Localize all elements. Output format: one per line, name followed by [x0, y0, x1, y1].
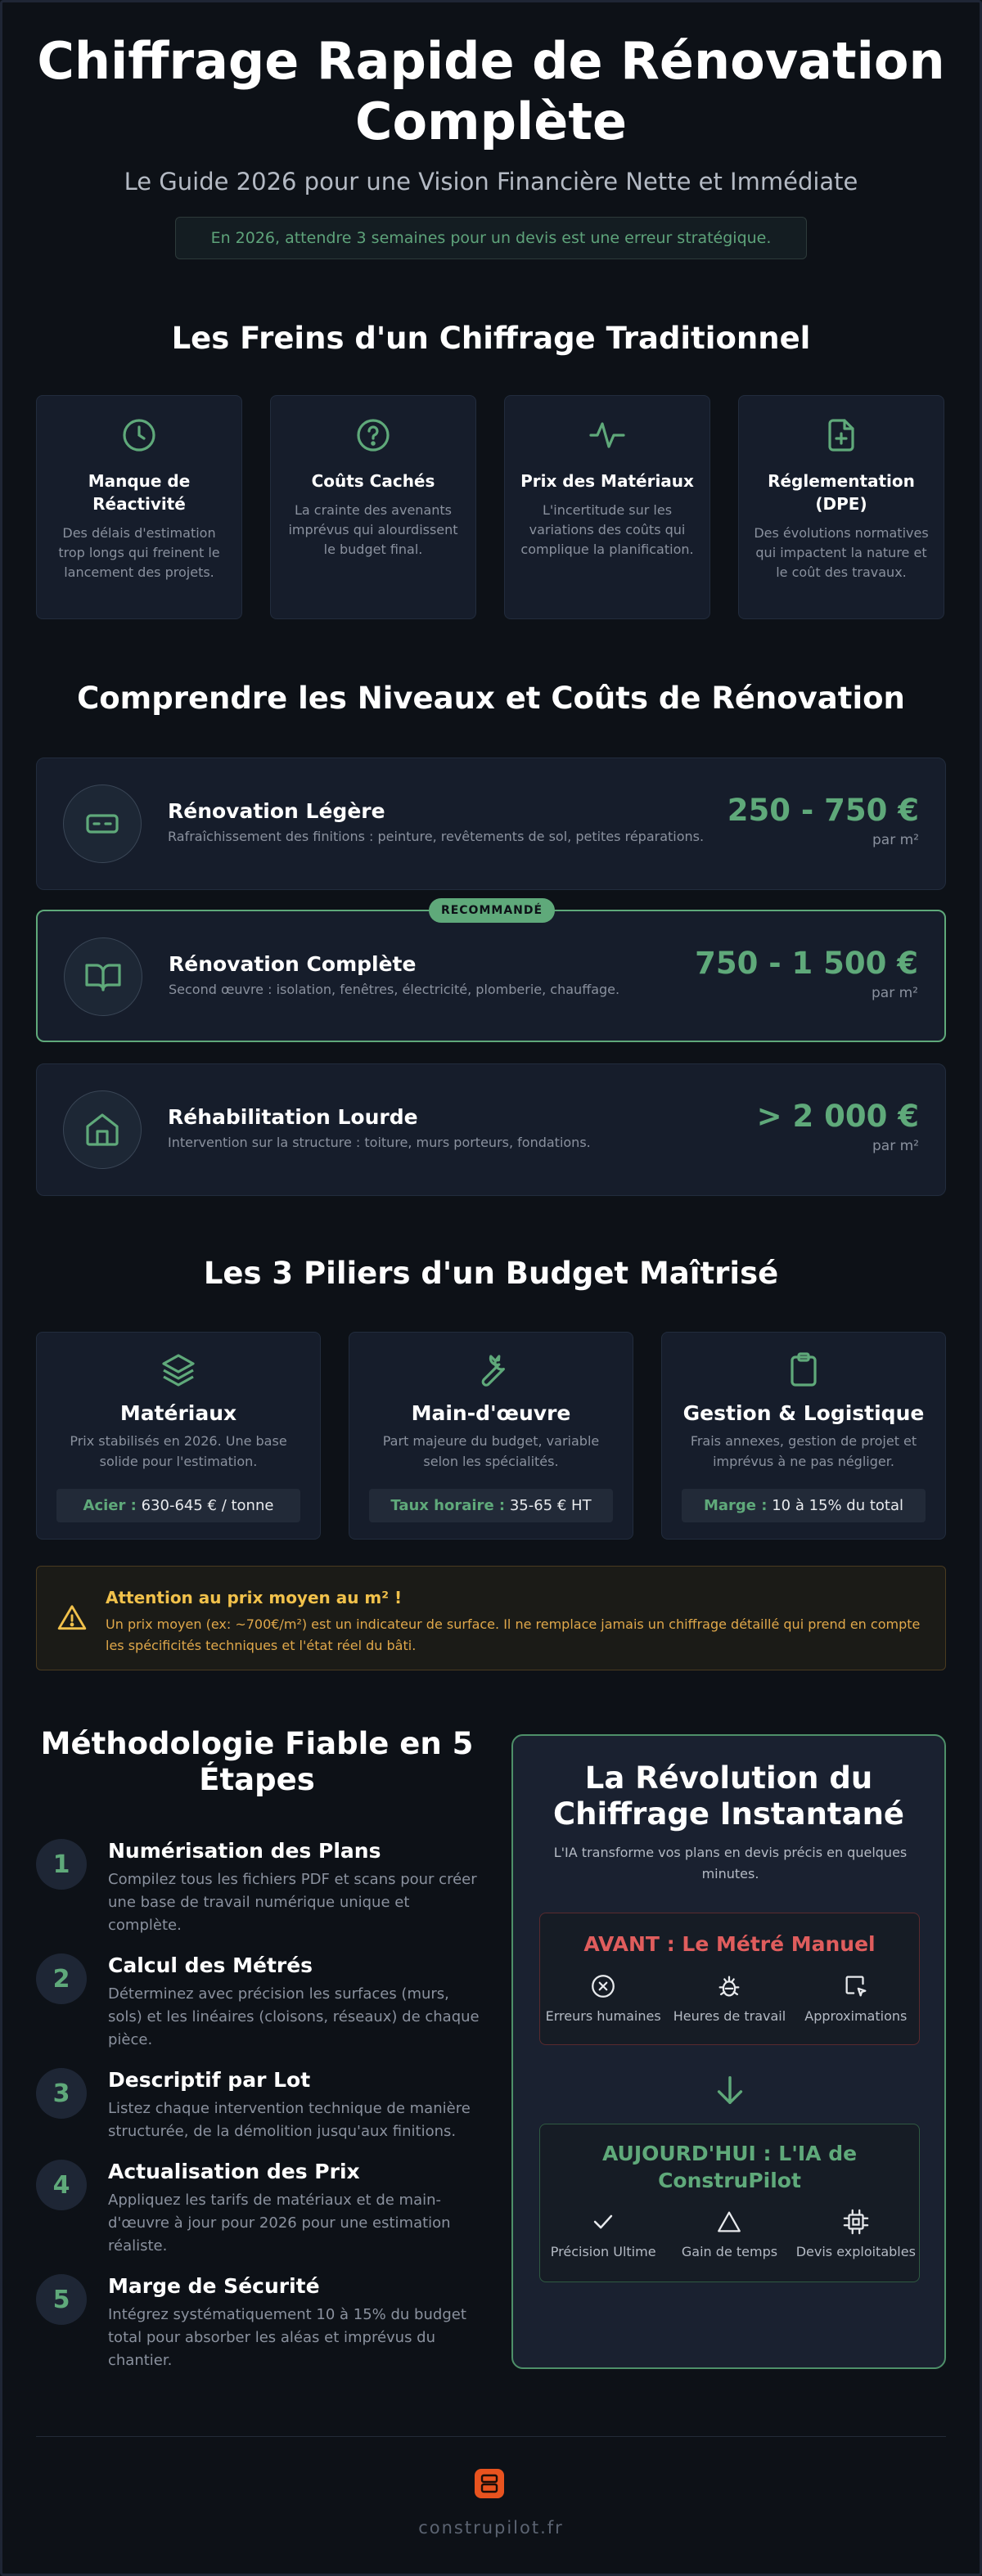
step-title: Numérisation des Plans [108, 1839, 381, 1863]
revolution-panel [511, 1734, 946, 2369]
battery-icon [83, 804, 122, 843]
pilier-title: Main-d'œuvre [411, 1401, 571, 1425]
before-item-label: Heures de travail [673, 2008, 786, 2024]
footer-brand-link[interactable]: construpilot.fr [418, 2518, 564, 2538]
after-box [539, 2124, 920, 2282]
pilier-title: Gestion & Logistique [682, 1401, 925, 1425]
frein-title: Coûts Cachés [311, 471, 435, 491]
step-title: Calcul des Métrés [108, 1953, 313, 1977]
niveau-unit: par m² [872, 985, 918, 1001]
frein-text: La crainte des avenants imprévus qui alourdissent le budget final. [288, 502, 458, 557]
check-icon [589, 2208, 617, 2236]
step-text: Appliquez les tarifs de matériaux et de main-d'œuvre à jour pour 2026 pour une estimation réaliste. [108, 2192, 451, 2255]
niveau-card-lourde [36, 1063, 946, 1196]
pilier-metric-key: Taux horaire : [390, 1496, 506, 1514]
niveau-desc: Rafraîchissement des finitions : peinture, revêtements de sol, petites réparations. [168, 829, 705, 844]
before-item [668, 1972, 791, 2024]
pointer-icon [842, 1972, 870, 2000]
pilier-metric-value: 630-645 € / tonne [141, 1496, 274, 1514]
hero-note: En 2026, attendre 3 semaines pour un devis est une erreur stratégique. [175, 217, 807, 259]
niveau-unit: par m² [872, 832, 919, 848]
step-title: Marge de Sécurité [108, 2274, 320, 2298]
layers-icon [159, 1351, 198, 1390]
footer-divider [36, 2436, 946, 2437]
title-line-1: Chiffrage Rapide de Rénovation [37, 31, 945, 91]
niveau-title: Réhabilitation Lourde [168, 1105, 418, 1129]
step-text: Déterminez avec précision les surfaces (murs, sols) et les linéaires (cloisons, réseaux) de chaque pièce. [108, 1985, 480, 2048]
wrench-icon [471, 1351, 511, 1390]
pilier-metric-value: 35-65 € HT [509, 1496, 592, 1514]
pilier-text: Part majeure du budget, variable selon les spécialités. [382, 1433, 600, 1469]
before-item-label: Erreurs humaines [545, 2008, 661, 2024]
niveau-icon-circle [63, 784, 142, 863]
step-text: Compilez tous les fichiers PDF et scans pour créer une base de travail numérique unique et complète. [108, 1871, 477, 1934]
niveau-title: Rénovation Complète [169, 952, 417, 976]
before-item [795, 1972, 917, 2024]
recommended-badge: RECOMMANDÉ [429, 898, 555, 923]
clock-icon [119, 416, 159, 455]
frein-title: Réglementation (DPE) [768, 471, 915, 514]
warning-title: Attention au prix moyen au m² ! [106, 1588, 403, 1607]
frein-title: Prix des Matériaux [520, 471, 694, 491]
niveau-price: 750 - 1 500 € [695, 946, 918, 981]
page-title [36, 31, 946, 153]
construpilot-logo-icon[interactable] [475, 2469, 504, 2498]
pilier-text: Frais annexes, gestion de projet et imprévus à ne pas négliger. [690, 1433, 917, 1469]
pilier-metric-value: 10 à 15% du total [772, 1496, 904, 1514]
pilier-metric-key: Marge : [703, 1496, 768, 1514]
pilier-metric [369, 1489, 613, 1522]
after-item [795, 2208, 917, 2259]
step-text: Intégrez systématiquement 10 à 15% du budget total pour absorber les aléas et imprévus du chantier. [108, 2306, 466, 2369]
bug-icon [715, 1972, 743, 2000]
pilier-text: Prix stabilisés en 2026. Une base solide pour l'estimation. [70, 1433, 287, 1469]
file-plus-icon [822, 416, 861, 455]
frein-card-reactivite [36, 395, 242, 619]
frein-text: Des délais d'estimation trop longs qui freinent le lancement des projets. [58, 525, 220, 580]
step-title: Descriptif par Lot [108, 2068, 311, 2092]
piliers-grid [36, 1332, 946, 1540]
book-icon [83, 957, 123, 996]
step-number: 3 [36, 2068, 87, 2119]
niveau-desc: Second œuvre : isolation, fenêtres, électricité, plomberie, chauffage. [169, 982, 620, 997]
pilier-card-materiaux [36, 1332, 321, 1540]
warning-banner [36, 1566, 946, 1670]
niveaux-title: Comprendre les Niveaux et Coûts de Rénovation [77, 681, 905, 716]
pilier-metric [682, 1489, 926, 1522]
after-item [668, 2208, 791, 2259]
frein-card-materiaux [504, 395, 710, 619]
after-item-label: Devis exploitables [795, 2244, 916, 2259]
niveau-card-legere [36, 758, 946, 890]
before-box [539, 1913, 920, 2045]
before-title: AVANT : Le Métré Manuel [583, 1932, 876, 1956]
before-item [542, 1972, 664, 2024]
niveau-icon-circle [63, 1090, 142, 1169]
niveau-desc: Intervention sur la structure : toiture, murs porteurs, fondations. [168, 1135, 591, 1150]
step-number: 5 [36, 2274, 87, 2325]
step-number: 2 [36, 1953, 87, 2004]
methodology-title: Méthodologie Fiable en 5 Étapes [40, 1726, 474, 1798]
warning-text: Un prix moyen (ex: ~700€/m²) est un indicateur de surface. Il ne remplace jamais un chiffrage détaillé qui prend en compte les spécificités techniques et l'état réel du bâti. [106, 1616, 921, 1653]
pilier-metric-key: Acier : [83, 1496, 137, 1514]
frein-text: L'incertitude sur les variations des coûts qui complique la planification. [520, 502, 694, 557]
hero-section [36, 31, 946, 259]
after-item-label: Précision Ultime [550, 2244, 656, 2259]
chip-icon [842, 2208, 870, 2236]
step-text: Listez chaque intervention technique de manière structurée, de la démolition jusqu'aux finitions. [108, 2100, 471, 2140]
niveau-price: > 2 000 € [756, 1099, 919, 1134]
frein-card-couts [270, 395, 476, 619]
page-subtitle: Le Guide 2026 pour une Vision Financière Nette et Immédiate [124, 167, 858, 196]
freins-title: Les Freins d'un Chiffrage Traditionnel [171, 321, 811, 356]
after-title: AUJOURD'HUI : L'IA de ConstruPilot [601, 2142, 858, 2192]
revolution-title: La Révolution du Chiffrage Instantané [552, 1760, 905, 1832]
warning-icon [56, 1603, 88, 1634]
after-item-label: Gain de temps [681, 2244, 778, 2259]
pilier-card-gestion [661, 1332, 946, 1540]
pilier-card-main-oeuvre [349, 1332, 633, 1540]
house-icon [83, 1110, 122, 1149]
niveau-price: 250 - 750 € [727, 793, 919, 828]
question-icon [354, 416, 393, 455]
triangle-icon [715, 2208, 743, 2236]
title-line-2: Complète [354, 92, 628, 152]
freins-grid [36, 395, 946, 619]
before-item-label: Approximations [804, 2008, 908, 2024]
niveau-icon-circle [64, 937, 142, 1016]
frein-card-reglementation [738, 395, 944, 619]
arrow-down-icon [711, 2071, 749, 2109]
clipboard-icon [784, 1351, 823, 1390]
frein-title: Manque de Réactivité [88, 471, 191, 514]
pilier-title: Matériaux [119, 1401, 237, 1425]
frein-text: Des évolutions normatives qui impactent la nature et le coût des travaux. [754, 525, 929, 580]
piliers-title: Les 3 Piliers d'un Budget Maîtrisé [203, 1256, 779, 1291]
after-item [542, 2208, 664, 2259]
step-title: Actualisation des Prix [108, 2160, 360, 2183]
niveau-title: Rénovation Légère [168, 799, 385, 823]
niveau-unit: par m² [872, 1138, 919, 1154]
pilier-metric [56, 1489, 300, 1522]
step-number: 1 [36, 1839, 87, 1890]
niveau-card-complete [36, 904, 946, 1042]
step-number: 4 [36, 2160, 87, 2210]
x-circle-icon [589, 1972, 617, 2000]
revolution-subtitle: L'IA transforme vos plans en devis précis en quelques minutes. [553, 1845, 908, 1881]
methodology-section [36, 1726, 480, 2369]
pulse-icon [588, 416, 627, 455]
